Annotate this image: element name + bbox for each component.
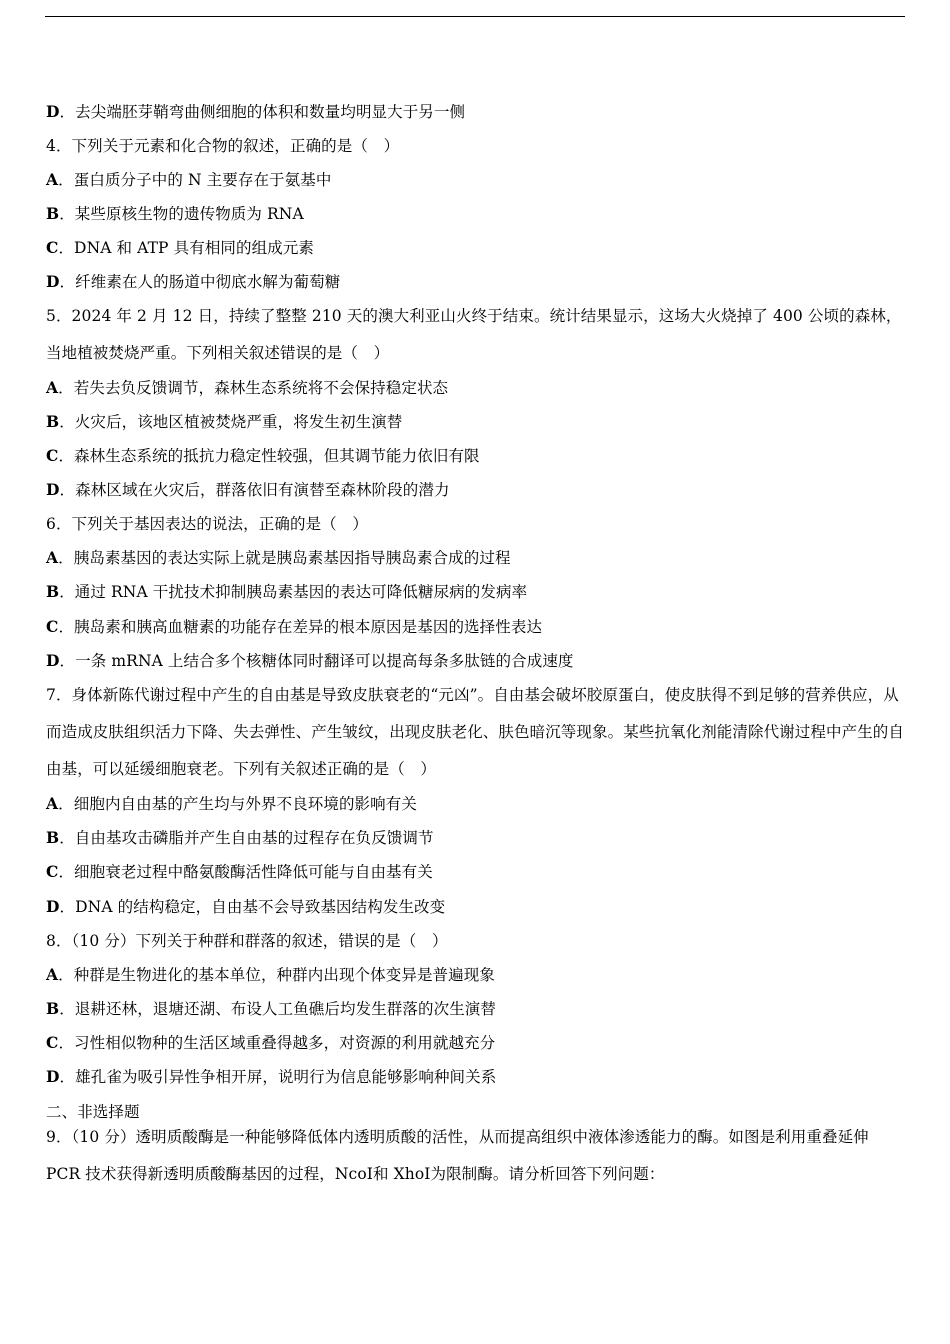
option-text: ．若失去负反馈调节，森林生态系统将不会保持稳定状态 — [58, 379, 449, 397]
question-text: 4．下列关于元素和化合物的叙述，正确的是（ ） — [46, 137, 400, 155]
option-text: ．某些原核生物的遗传物质为 RNA — [59, 205, 304, 223]
question-8-stem — [46, 931, 908, 951]
q8-option-b — [46, 999, 908, 1019]
option-label: A — [46, 794, 59, 813]
option-text: ．森林区域在火灾后，群落依旧有演替至森林阶段的潜力 — [59, 481, 450, 499]
q8-option-a — [46, 965, 908, 985]
option-text: ．一条 mRNA 上结合多个核糖体同时翻译可以提高每条多肽链的合成速度 — [59, 652, 574, 670]
question-9-stem — [46, 1119, 908, 1193]
option-label: C — [46, 446, 59, 465]
header-rule — [45, 16, 905, 17]
q7-option-a — [46, 794, 908, 814]
q5-option-b — [46, 412, 908, 432]
option-label: B — [46, 582, 60, 601]
q5-option-a — [46, 378, 908, 398]
q7-option-c — [46, 862, 908, 882]
q4-option-a — [46, 170, 908, 190]
option-label: D — [46, 651, 60, 670]
option-text: ．胰岛素和胰高血糖素的功能存在差异的根本原因是基因的选择性表达 — [58, 618, 543, 636]
q4-option-c — [46, 238, 908, 258]
question-7-stem — [46, 677, 908, 788]
question-5-stem — [46, 298, 908, 372]
option-label: D — [46, 480, 60, 499]
question-text: 6．下列关于基因表达的说法，正确的是（ ） — [46, 515, 368, 533]
q6-option-b — [46, 582, 908, 602]
option-label: C — [46, 862, 59, 881]
question-text: 7．身体新陈代谢过程中产生的自由基是导致皮肤衰老的“元凶”。自由基会破坏胶原蛋白，使皮肤得不到足够的营养供应，从而造成皮肤组织活力下降、失去弹性、产生皱纹，出现皮肤老化、肤色暗沉等现象。某些抗氧化剂能清除代谢过程中产生的自由基，可以延缓细胞衰老。下列有关叙述正确的是（ ） — [46, 686, 905, 778]
option-text: ．火灾后，该地区植被焚烧严重，将发生初生演替 — [59, 413, 403, 431]
question-4-stem — [46, 136, 908, 156]
option-text: ．胰岛素基因的表达实际上就是胰岛素基因指导胰岛素合成的过程 — [58, 549, 511, 567]
option-text: ．习性相似物种的生活区域重叠得越多，对资源的利用就越充分 — [58, 1034, 496, 1052]
question-6-stem — [46, 514, 908, 534]
option-label: A — [46, 378, 59, 397]
option-label: A — [46, 965, 59, 984]
q6-option-c — [46, 617, 908, 637]
q5-option-c — [46, 446, 908, 466]
q6-option-a — [46, 548, 908, 568]
option-text: ．种群是生物进化的基本单位，种群内出现个体变异是普遍现象 — [58, 966, 495, 984]
q6-option-d — [46, 651, 908, 671]
option-label: C — [46, 1033, 59, 1052]
option-label: A — [46, 548, 59, 567]
option-text: ．通过 RNA 干扰技术抑制胰岛素基因的表达可降低糖尿病的发病率 — [59, 583, 528, 601]
option-label: A — [46, 170, 59, 189]
q8-option-c — [46, 1033, 908, 1053]
option-label: D — [46, 102, 60, 121]
option-text: ．纤维素在人的肠道中彻底水解为葡萄糖 — [59, 273, 341, 291]
question-text: 9．（10 分）透明质酸酶是一种能够降低体内透明质酸的活性，从而提高组织中液体渗透能力的酶。如图是利用重叠延伸 PCR 技术获得新透明质酸酶基因的过程，NcoⅠ和 XhoⅠ为限制酶。请分析回答下列问题： — [46, 1128, 869, 1183]
option-label: B — [46, 999, 60, 1018]
option-text: ．细胞内自由基的产生均与外界不良环境的影响有关 — [58, 795, 417, 813]
question-text: 8．（10 分）下列关于种群和群落的叙述，错误的是（ ） — [46, 932, 448, 950]
q4-option-d — [46, 272, 908, 292]
option-label: C — [46, 238, 59, 257]
q3-option-d — [46, 102, 908, 122]
option-label: C — [46, 617, 59, 636]
option-text: ．自由基攻击磷脂并产生自由基的过程存在负反馈调节 — [59, 829, 434, 847]
option-text: ．细胞衰老过程中酪氨酸酶活性降低可能与自由基有关 — [58, 863, 433, 881]
option-text: ．森林生态系统的抵抗力稳定性较强，但其调节能力依旧有限 — [58, 447, 480, 465]
option-label: D — [46, 897, 60, 916]
option-text: ．蛋白质分子中的 N 主要存在于氨基中 — [58, 171, 332, 189]
option-label: B — [46, 412, 60, 431]
option-text: ．退耕还林，退塘还湖、布设人工鱼礁后均发生群落的次生演替 — [59, 1000, 497, 1018]
section-title: 二、非选择题 — [46, 1103, 140, 1121]
q7-option-d — [46, 897, 908, 917]
q4-option-b — [46, 204, 908, 224]
option-label: B — [46, 204, 60, 223]
option-text: ．DNA 和 ATP 具有相同的组成元素 — [58, 239, 315, 257]
option-text: ．去尖端胚芽鞘弯曲侧细胞的体积和数量均明显大于另一侧 — [59, 103, 466, 121]
option-label: B — [46, 828, 60, 847]
q5-option-d — [46, 480, 908, 500]
option-text: ．DNA 的结构稳定，自由基不会导致基因结构发生改变 — [59, 898, 446, 916]
question-text: 5．2024 年 2 月 12 日，持续了整整 210 天的澳大利亚山火终于结束。统计结果显示，这场大火烧掉了 400 公顷的森林，当地植被焚烧严重。下列相关叙述错误的是（ ） — [46, 307, 902, 362]
option-label: D — [46, 1067, 60, 1086]
q8-option-d — [46, 1067, 908, 1087]
option-label: D — [46, 272, 60, 291]
q7-option-b — [46, 828, 908, 848]
option-text: ．雄孔雀为吸引异性争相开屏，说明行为信息能够影响种间关系 — [59, 1068, 497, 1086]
